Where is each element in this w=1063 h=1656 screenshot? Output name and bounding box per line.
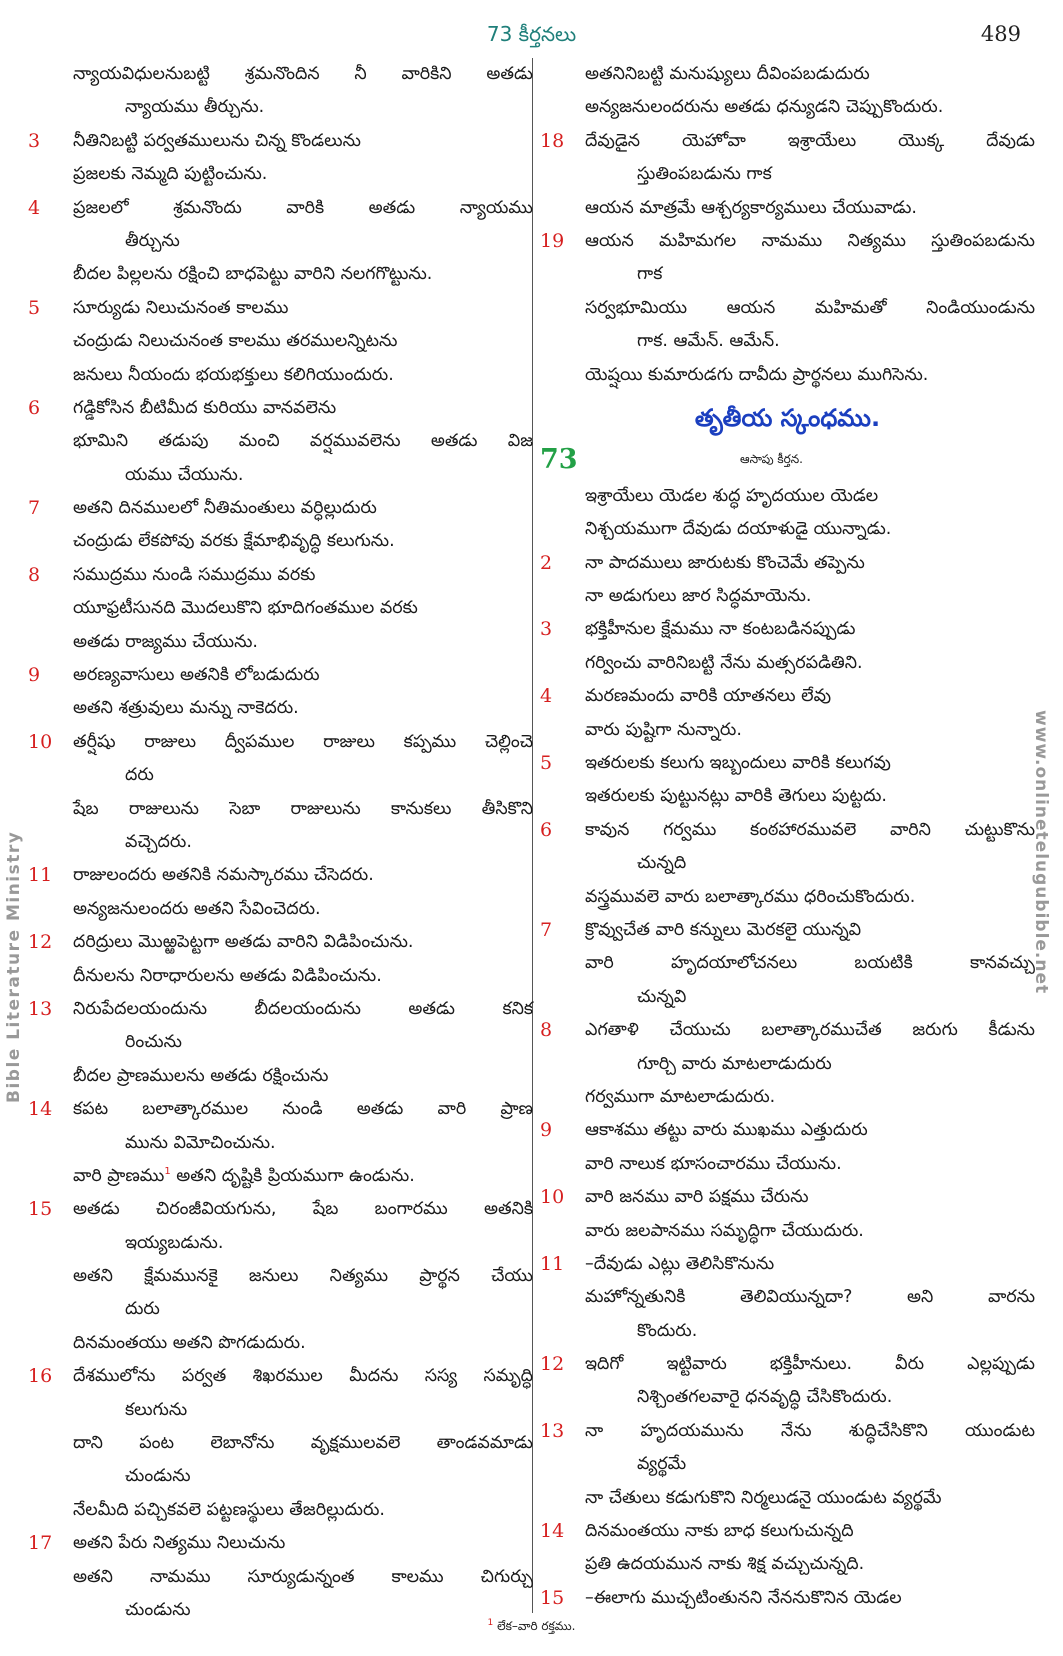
verse-text: వచ్చెదరు. [125, 831, 192, 852]
verse-text: యము చేయును. [125, 464, 244, 485]
verse-text: గర్వించు వారినిబట్టి నేను మత్సరపడితిని. [585, 652, 863, 673]
verse-text: వారు పుష్టిగా నున్నారు. [585, 719, 742, 740]
verse-text: –ఈలాగు ముచ్చటింతునని నేననుకొనిన యెడల [585, 1587, 902, 1608]
verse-text: అతని పేరు నిత్యము నిలుచును [73, 1533, 286, 1554]
verse-line [28, 592, 533, 625]
verse-text: –దేవుడు ఎట్లు తెలిసికొనును [585, 1253, 775, 1274]
verse-line [28, 192, 533, 225]
footnote-mark: 1 [487, 1618, 494, 1628]
verse-text: గడ్డికోసిన బీటిమీద కురియు వానవలెను [73, 397, 337, 418]
verse-line [28, 1227, 533, 1260]
verse-line [28, 91, 533, 124]
verse-line [540, 1081, 1035, 1114]
verse-line [28, 125, 533, 158]
verse-line [28, 1527, 533, 1560]
verse-text: కపట బలాత్కారముల నుండి అతడు వారి ప్రాణ [73, 1099, 533, 1120]
verse-text: నిశ్చింతగలవారై ధనవృద్ధి చేసికొందురు. [637, 1387, 893, 1408]
verse-line [540, 58, 1035, 91]
verse-text: ఆకాశము తట్టు వారు ముఖము ఎత్తుదురు [585, 1120, 868, 1141]
verse-text: ఎగతాళి చేయుచు బలాత్కారముచేత జరుగు కీడును [585, 1020, 1035, 1041]
verse-line [28, 692, 533, 725]
verse-text: నా పాదములు జారుటకు కొంచెమే తప్పెను [585, 552, 865, 573]
verse-text: గాక [637, 264, 663, 285]
verse-number: 8 [28, 563, 41, 586]
verse-line [28, 1561, 533, 1594]
verse-text: జనులు నీయందు భయభక్తులు కలిగియుందురు. [73, 364, 394, 385]
verse-line [28, 325, 533, 358]
psalm-header [540, 444, 1035, 480]
verse-text: దురు [125, 1299, 160, 1320]
verse-text-part: వారి ప్రాణము [73, 1165, 165, 1186]
verse-line [540, 1248, 1035, 1281]
verse-text: ఇతరులకు కలుగు ఇబ్బందులు వారికి కలుగవు [585, 753, 891, 774]
verse-line [540, 1448, 1035, 1481]
verse-line [540, 1515, 1035, 1548]
right-column [540, 58, 1035, 1615]
verse-line [540, 747, 1035, 780]
verse-line [28, 1360, 533, 1393]
verse-text: కావున గర్వము కంఠహారమువలె వారిని చుట్టుకొను [585, 819, 1035, 840]
verse-text: మహోన్నతునికి తెలివియున్నదా? అని వారను [585, 1287, 1035, 1308]
verse-number: 11 [540, 1252, 565, 1275]
verse-text: నేలమీది పచ్చికవలె పట్టణస్థులు తేజరిల్లుదురు. [73, 1499, 385, 1520]
verse-line [540, 981, 1035, 1014]
verse-text: బీదల పిల్లలను రక్షించి బాధపెట్టు వారిని నలగగొట్టును. [73, 264, 433, 285]
verse-text: నీతినిబట్టి పర్వతములును చిన్న కొండలును [73, 130, 361, 151]
verse-line [540, 1148, 1035, 1181]
verse-text: భూమిని తడుపు మంచి వర్షమువలెను అతడు విజ [73, 431, 533, 452]
verse-number: 9 [540, 1119, 553, 1142]
verse-text: రాజులందరు అతనికి నమస్కారము చేసెదరు. [73, 865, 374, 886]
verse-text: తర్షీషు రాజులు ద్వీపముల రాజులు కప్పము చెల్లించె [73, 731, 533, 752]
verse-number: 13 [540, 1419, 565, 1442]
verse-line [540, 158, 1035, 191]
verse-number: 4 [540, 685, 553, 708]
footnote-reference: 1 [164, 1166, 171, 1178]
verse-number: 18 [540, 129, 565, 152]
verse-line [540, 914, 1035, 947]
verse-line [540, 814, 1035, 847]
running-header-title: 73 కీర్తనలు [486, 22, 577, 46]
verse-line [28, 392, 533, 425]
verse-line [28, 1193, 533, 1226]
psalm-72-ending [540, 58, 1035, 392]
verse-line [540, 1281, 1035, 1314]
verse-text: అతని క్షేమమునకై జనులు నిత్యము ప్రార్థన చేయు [73, 1266, 533, 1287]
verse-text: నా చేతులు కడుగుకొని నిర్మలుడనై యుండుట వ్యర్థమే [585, 1487, 942, 1508]
verse-text: కొందురు. [637, 1320, 698, 1341]
verse-line [28, 960, 533, 993]
verse-number: 15 [28, 1198, 53, 1221]
verse-text: స్తుతింపబడును గాక [637, 164, 772, 185]
verse-line [540, 947, 1035, 980]
verse-line [28, 793, 533, 826]
verse-number: 12 [540, 1353, 565, 1376]
verse-text: చంద్రుడు లేకపోవు వరకు క్షేమాభివృద్ధి కలుగును. [73, 531, 395, 552]
verse-text: ఇదిగో ఇట్టివారు భక్తిహీనులు. వీరు ఎల్లప్పుడు [585, 1354, 1035, 1375]
verse-line [28, 1327, 533, 1360]
verse-line [28, 158, 533, 191]
psalm-number: 73 [540, 443, 578, 475]
verse-text: దీనులను నిరాధారులను అతడు విడిపించును. [73, 965, 382, 986]
verse-line [28, 1260, 533, 1293]
verse-line [540, 225, 1035, 258]
verse-number: 10 [28, 730, 53, 753]
verse-line [540, 1181, 1035, 1214]
verse-line [540, 192, 1035, 225]
verse-text: అన్యజనులందరును అతడు ధన్యుడని చెప్పుకొందురు. [585, 97, 944, 118]
footnote-text: లేక–వారి రక్తము. [497, 1619, 576, 1633]
verse-line [28, 425, 533, 458]
verse-number: 12 [28, 931, 53, 954]
verse-line [540, 91, 1035, 124]
verse-line [540, 580, 1035, 613]
verse-text: ప్రజలలో శ్రమనొందు వారికి అతడు న్యాయము [73, 197, 533, 218]
verse-line [28, 1427, 533, 1460]
verse-line [28, 1293, 533, 1326]
verse-line [540, 1582, 1035, 1615]
verse-text: వారి హృదయాలోచనలు బయటికి కానవచ్చు [585, 953, 1035, 974]
verse-line [28, 292, 533, 325]
verse-text: రించును [125, 1032, 182, 1053]
verse-line [540, 1315, 1035, 1348]
verse-text: సముద్రము నుండి సముద్రము వరకు [73, 564, 316, 585]
verse-number: 4 [28, 196, 41, 219]
verse-line [28, 1127, 533, 1160]
verse-line [28, 492, 533, 525]
verse-text: దేవుడైన యెహోవా ఇశ్రాయేలు యొక్క దేవుడు [585, 130, 1035, 151]
verse-number: 14 [28, 1098, 53, 1121]
verse-text: చున్నది [637, 853, 687, 874]
psalm-attribution: ఆసాపు కీర్తన. [740, 451, 803, 466]
verse-line [28, 893, 533, 926]
verse-text: అతని శత్రువులు మన్ను నాకెదరు. [73, 698, 299, 719]
verse-line [540, 1415, 1035, 1448]
verse-text: దరు [125, 765, 154, 786]
verse-text: వ్యర్థమే [637, 1454, 687, 1475]
verse-text: అన్యజనులందరు అతని సేవించెదరు. [73, 898, 321, 919]
verse-line [540, 613, 1035, 646]
verse-text: దాని పంట లెబానోను వృక్షములవలె తాండవమాడు [73, 1433, 533, 1454]
verse-text: వారి నాలుక భూసంచారము చేయును. [585, 1153, 842, 1174]
verse-number: 8 [540, 1019, 553, 1042]
verse-text: అతనినిబట్టి మనుష్యులు దీవింపబడుదురు [585, 64, 870, 84]
verse-number: 7 [28, 497, 41, 520]
verse-text: గాక. ఆమేన్. ఆమేన్. [637, 331, 780, 352]
verse-line [28, 993, 533, 1026]
verse-line [28, 258, 533, 291]
verse-text [73, 1160, 533, 1193]
verse-text: వారు జలపానము సమృద్ధిగా చేయుదురు. [585, 1220, 864, 1241]
verse-line [28, 1093, 533, 1126]
verse-text: వస్త్రమువలె వారు బలాత్కారము ధరించుకొందురు. [585, 886, 916, 907]
verse-text: ఆయన మాత్రమే ఆశ్చర్యకార్యములు చేయువాడు. [585, 197, 917, 218]
verse-line [540, 292, 1035, 325]
verse-text: దరిద్రులు మొఱ్ఱపెట్టగా అతడు వారిని విడిపించును. [73, 932, 414, 953]
verse-line [28, 859, 533, 892]
verse-number: 13 [28, 997, 53, 1020]
verse-text: ఇశ్రాయేలు యెడల శుద్ధ హృదయుల యెడల [585, 485, 879, 506]
verse-line [540, 1048, 1035, 1081]
verse-text: ప్రతి ఉదయమున నాకు శిక్ష వచ్చుచున్నది. [585, 1554, 865, 1575]
verse-line [28, 525, 533, 558]
verse-text: మును విమోచించును. [125, 1132, 276, 1153]
verse-text: నా హృదయమును నేను శుద్ధిచేసికొని యుండుట [585, 1420, 1035, 1441]
verse-text: అరణ్యవాసులు అతనికి లోబడుదురు [73, 665, 320, 686]
verse-line [540, 680, 1035, 713]
verse-number: 15 [540, 1586, 565, 1609]
verse-number: 17 [28, 1532, 53, 1555]
side-watermark-left: Bible Literature Ministry [4, 830, 24, 1103]
verse-line [28, 659, 533, 692]
verse-text: భక్తిహీనుల క్షేమము నా కంటబడినప్పుడు [585, 619, 856, 640]
verse-number: 2 [540, 551, 553, 574]
verse-line [28, 1460, 533, 1493]
verse-line [540, 1215, 1035, 1248]
verse-text-part: అతని దృష్టికి ప్రియముగా ఉండును. [170, 1165, 415, 1186]
verse-text: దినమంతయు నాకు బాధ కలుగుచున్నది [585, 1521, 854, 1542]
verse-text: న్యాయము తీర్చును. [125, 97, 265, 118]
left-column [28, 58, 533, 1627]
psalm-73-verses [540, 480, 1035, 1615]
verse-text: అతని దినములలో నీతిమంతులు వర్ధిల్లుదురు [73, 498, 377, 519]
verse-text: న్యాయవిధులనుబట్టి శ్రమనొందిన నీ వారికిని అతడు [73, 64, 533, 84]
verse-text: దేశములోను పర్వత శిఖరముల మీదను సస్య సమృద్ధి [73, 1366, 533, 1387]
footnote [0, 1619, 1063, 1636]
verse-number: 6 [540, 818, 553, 841]
verse-text: నా అడుగులు జార సిద్ధమాయెను. [585, 586, 812, 607]
verse-line [28, 58, 533, 91]
verse-text: యూఫ్రటీసునది మొదలుకొని భూదిగంతముల వరకు [73, 598, 418, 619]
verse-line [540, 325, 1035, 358]
verse-text: వారి జనము వారి పక్షము చేరును [585, 1187, 809, 1208]
verse-line [28, 459, 533, 492]
section-heading: తృతీయ స్కంధము. [694, 403, 881, 432]
verse-line [28, 1160, 533, 1193]
verse-text: యెష్షయి కుమారుడగు దావీదు ప్రార్థనలు ముగిసెను. [585, 364, 929, 385]
verse-number: 7 [540, 918, 553, 941]
verse-line [28, 559, 533, 592]
verse-line [28, 1026, 533, 1059]
verse-text: చుండును [125, 1466, 191, 1487]
verse-number: 3 [28, 129, 41, 152]
verse-number: 5 [540, 752, 553, 775]
verse-text: చంద్రుడు నిలుచునంత కాలము తరములన్నిటను [73, 331, 398, 352]
verse-line [540, 1381, 1035, 1414]
verse-text: ఆయన మహిమగల నామము నిత్యము స్తుతింపబడును [585, 230, 1035, 251]
verse-line [540, 480, 1035, 513]
verse-text: అతడు రాజ్యము చేయును. [73, 631, 258, 652]
verse-text: ఇతరులకు పుట్టునట్లు వారికి తెగులు పుట్టదు. [585, 786, 887, 807]
verse-text: నిశ్చయముగా దేవుడు దయాళుడై యున్నాడు. [585, 519, 892, 540]
verse-text: గూర్చి వారు మాటలాడుదురు [637, 1053, 832, 1074]
verse-text: ప్రజలకు నెమ్మది పుట్టించును. [73, 164, 268, 185]
verse-number: 19 [540, 229, 565, 252]
verse-text: సూర్యుడు నిలుచునంత కాలము [73, 297, 289, 318]
verse-line [540, 125, 1035, 158]
verse-number: 9 [28, 664, 41, 687]
verse-line [540, 547, 1035, 580]
verse-line [540, 258, 1035, 291]
verse-text: దినమంతయు అతని పొగడుదురు. [73, 1332, 306, 1353]
verse-line [28, 1060, 533, 1093]
verse-line [540, 1348, 1035, 1381]
verse-text: క్రొవ్వుచేత వారి కన్నులు మెరకలై యున్నవి [585, 919, 862, 940]
verse-text: షేబ రాజులును సెబా రాజులును కానుకలు తీసికొని [73, 798, 533, 819]
verse-line [540, 513, 1035, 546]
verse-line [28, 359, 533, 392]
verse-line [540, 1548, 1035, 1581]
verse-line [28, 1494, 533, 1527]
verse-text: చున్నవి [637, 986, 687, 1007]
verse-number: 14 [540, 1520, 565, 1543]
verse-text: అతడు చిరంజీవియగును, షేబ బంగారము అతనికి [73, 1199, 533, 1220]
verse-line [28, 726, 533, 759]
verse-text: మరణమందు వారికి యాతనలు లేవు [585, 686, 832, 707]
verse-line [540, 881, 1035, 914]
verse-text: నిరుపేదలయందును బీదలయందును అతడు కనిక [73, 998, 533, 1019]
verse-line [28, 225, 533, 258]
verse-text: గర్వముగా మాటలాడుదురు. [585, 1086, 776, 1107]
verse-line [540, 714, 1035, 747]
verse-line [540, 1482, 1035, 1515]
verse-number: 11 [28, 864, 53, 887]
verse-line [540, 647, 1035, 680]
verse-number: 10 [540, 1186, 565, 1209]
page-number: 489 [980, 22, 1021, 46]
verse-text: అతని నామము సూర్యుడున్నంత కాలము చిగుర్చు [73, 1566, 533, 1587]
verse-text: బీదల ప్రాణములను అతడు రక్షించును [73, 1065, 329, 1086]
verse-number: 3 [540, 618, 553, 641]
verse-line [28, 626, 533, 659]
verse-line [540, 359, 1035, 392]
verse-line [540, 1014, 1035, 1047]
verse-line [28, 1394, 533, 1427]
verse-line [28, 759, 533, 792]
verse-text: ఇయ్యబడును. [125, 1232, 224, 1253]
verse-number: 16 [28, 1365, 53, 1388]
verse-text: కలుగును [125, 1399, 188, 1420]
side-watermark-right: www.onlinetelugubible.net [1031, 710, 1051, 995]
verse-text: సర్వభూమియు ఆయన మహిమతో నిండియుండును [585, 297, 1035, 318]
page-header [0, 22, 1063, 52]
verse-text: తీర్చును [125, 230, 180, 251]
verse-number: 6 [28, 396, 41, 419]
verse-line [540, 780, 1035, 813]
verse-number: 5 [28, 296, 41, 319]
verse-line [540, 847, 1035, 880]
verse-line [28, 826, 533, 859]
verse-line [28, 926, 533, 959]
verse-text: చుండును [125, 1599, 191, 1620]
verse-line [540, 1114, 1035, 1147]
